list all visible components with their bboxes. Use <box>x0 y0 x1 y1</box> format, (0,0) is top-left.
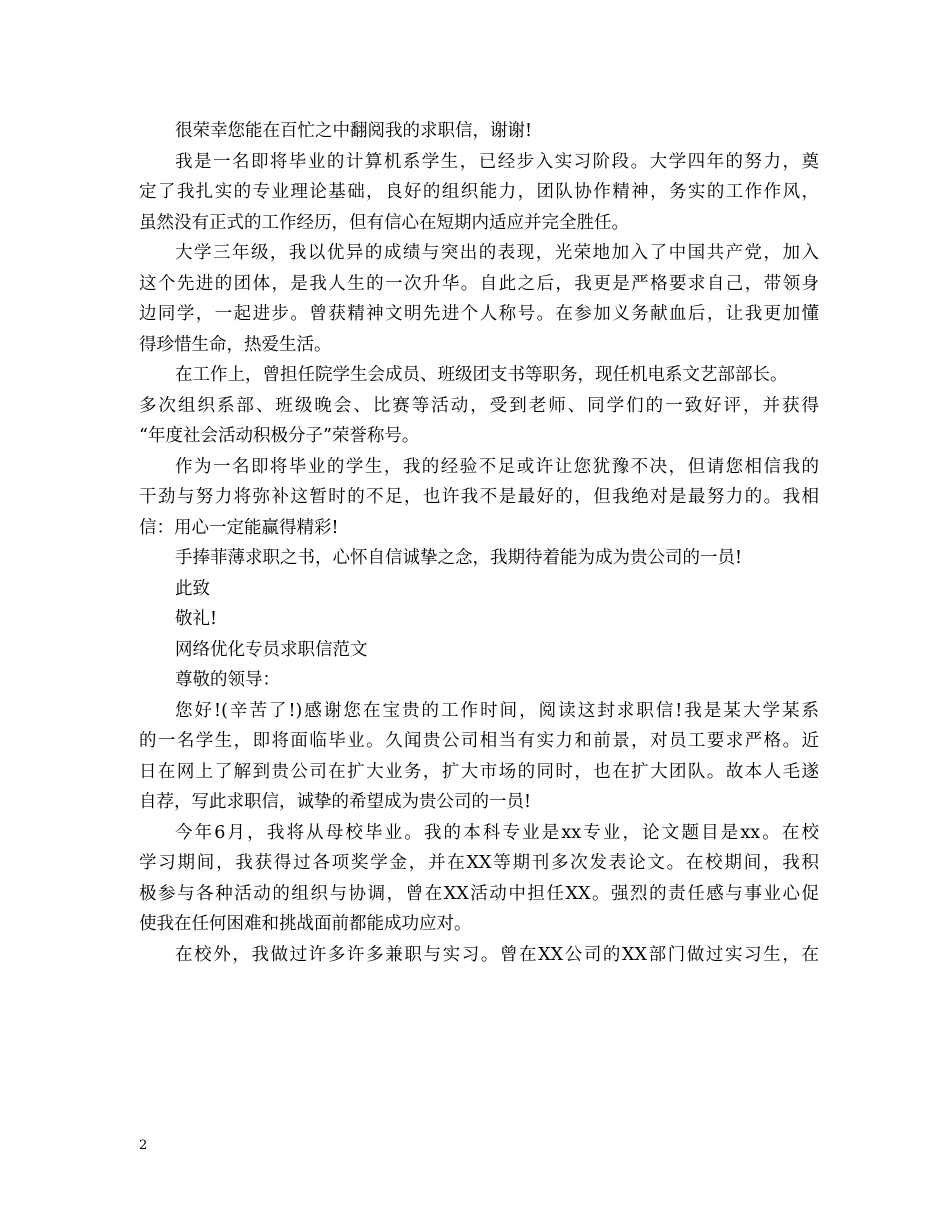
text-line: 信：用心一定能赢得精彩! <box>139 517 339 538</box>
text-line: 今年6月，我将从母校毕业。我的本科专业是xx专业，论文题目是xx。在校 <box>175 822 819 843</box>
text-line: 使我在任何困难和挑战面前都能成功应对。 <box>139 914 472 934</box>
text-line: “年度社会活动积极分子”荣誉称号。 <box>139 426 420 446</box>
text-line: 大学三年级，我以优异的成绩与突出的表现，光荣地加入了中国共产党，加入 <box>175 243 819 263</box>
text-line: 在工作上，曾担任院学生会成员、班级团支书等职务，现任机电系文艺部部长。 <box>175 365 788 385</box>
text-line: 虽然没有正式的工作经历，但有信心在短期内适应并完全胜任。 <box>139 212 629 233</box>
text-line: 尊敬的领导： <box>175 670 280 690</box>
text-line: 边同学，一起进步。曾获精神文明先进个人称号。在参加义务献血后，让我更加懂 <box>139 304 819 324</box>
text-line: 敬礼! <box>175 609 218 629</box>
text-line: 在校外，我做过许多许多兼职与实习。曾在XX公司的XX部门做过实习生，在 <box>175 944 819 965</box>
text-line: 手捧菲薄求职之书，心怀自信诚挚之念，我期待着能为成为贵公司的一员! <box>175 548 743 568</box>
text-line: 此致 <box>175 578 210 599</box>
page-number: 2 <box>139 1138 148 1153</box>
text-line: 学习期间，我获得过各项奖学金，并在XX等期刊多次发表论文。在校期间，我积 <box>139 853 819 873</box>
document-body <box>139 116 819 970</box>
text-line: 网络优化专员求职信范文 <box>175 639 368 660</box>
text-line: 自荐，写此求职信，诚挚的希望成为贵公司的一员! <box>139 792 532 812</box>
text-line: 您好!(辛苦了!)感谢您在宝贵的工作时间，阅读这封求职信!我是某大学某系 <box>175 700 819 721</box>
text-line: 这个先进的团体，是我人生的一次升华。自此之后，我更是严格要求自己，带领身 <box>139 273 819 294</box>
text-line: 很荣幸您能在百忙之中翻阅我的求职信，谢谢! <box>175 121 533 141</box>
text-line: 我是一名即将毕业的计算机系学生，已经步入实习阶段。大学四年的努力，奠 <box>175 151 819 172</box>
text-line: 作为一名即将毕业的学生，我的经验不足或许让您犹豫不决，但请您相信我的 <box>175 456 819 477</box>
text-line: 日在网上了解到贵公司在扩大业务，扩大市场的同时，也在扩大团队。故本人毛遂 <box>139 761 819 782</box>
text-line: 的一名学生，即将面临毕业。久闻贵公司相当有实力和前景，对员工要求严格。近 <box>139 731 819 751</box>
text-line: 得珍惜生命，热爱生活。 <box>139 334 332 355</box>
text-line: 极参与各种活动的组织与协调，曾在XX活动中担任XX。强烈的责任感与事业心促 <box>139 883 819 904</box>
text-line: 多次组织系部、班级晚会、比赛等活动，受到老师、同学们的一致好评，并获得 <box>139 395 819 416</box>
text-line: 定了我扎实的专业理论基础，良好的组织能力，团队协作精神，务实的工作作风， <box>139 182 819 202</box>
text-line: 干劲与努力将弥补这暂时的不足，也许我不是最好的，但我绝对是最努力的。我相 <box>139 487 819 507</box>
